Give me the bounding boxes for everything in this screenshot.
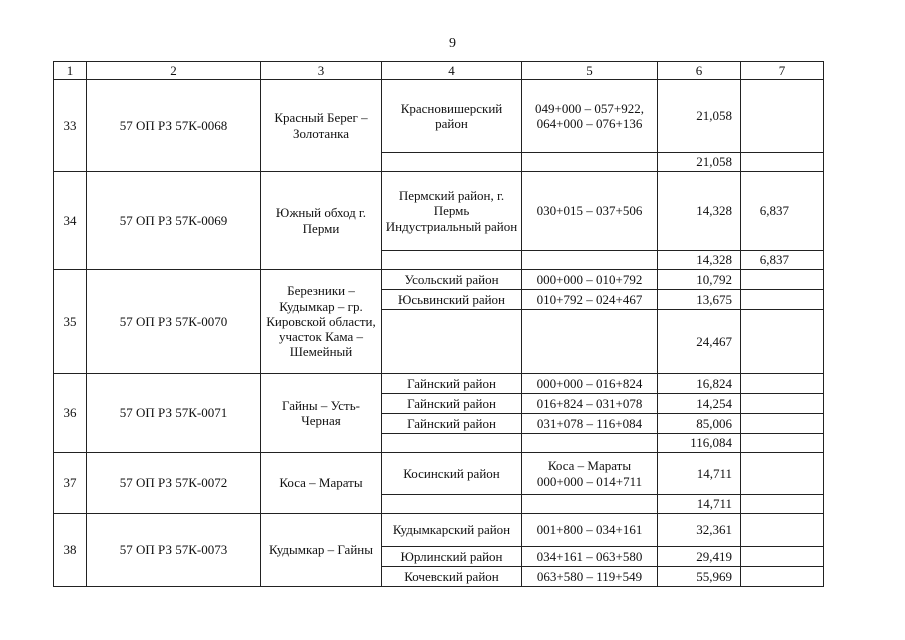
district-cell: Гайнский район <box>382 414 522 434</box>
table-row <box>54 453 824 495</box>
length-cell: 14,328 <box>658 172 741 251</box>
table-row <box>54 374 824 394</box>
length-cell: 13,675 <box>658 290 741 310</box>
district-cell: Гайнский район <box>382 374 522 394</box>
extra-length-cell <box>741 495 824 514</box>
km-range-cell: 016+824 – 031+078 <box>522 394 658 414</box>
road-code-cell: 57 ОП РЗ 57К-0071 <box>87 374 261 453</box>
length-cell: 24,467 <box>658 310 741 374</box>
km-range-cell: 030+015 – 037+506 <box>522 172 658 251</box>
length-cell: 14,711 <box>658 453 741 495</box>
km-range-cell: 001+800 – 034+161 <box>522 514 658 547</box>
extra-length-cell <box>741 514 824 547</box>
row-number-cell: 34 <box>54 172 87 270</box>
extra-length-cell <box>741 270 824 290</box>
header-cell: 4 <box>382 62 522 80</box>
road-code-cell: 57 ОП РЗ 57К-0068 <box>87 80 261 172</box>
row-number-cell: 35 <box>54 270 87 374</box>
extra-length-cell <box>741 434 824 453</box>
km-range-cell <box>522 153 658 172</box>
header-cell: 3 <box>261 62 382 80</box>
km-range-cell: 049+000 – 057+922, 064+000 – 076+136 <box>522 80 658 153</box>
length-cell: 14,254 <box>658 394 741 414</box>
road-code-cell: 57 ОП РЗ 57К-0072 <box>87 453 261 514</box>
district-cell: Усольский район <box>382 270 522 290</box>
length-cell: 116,084 <box>658 434 741 453</box>
extra-length-cell <box>741 394 824 414</box>
roads-table <box>53 61 824 587</box>
extra-length-cell <box>741 290 824 310</box>
length-cell: 16,824 <box>658 374 741 394</box>
district-cell: Юрлинский район <box>382 547 522 567</box>
length-cell: 32,361 <box>658 514 741 547</box>
district-cell <box>382 434 522 453</box>
road-name-cell: Красный Берег – Золотанка <box>261 80 382 172</box>
road-name-cell: Кудымкар – Гайны <box>261 514 382 587</box>
road-name-cell: Гайны – Усть-Черная <box>261 374 382 453</box>
district-cell: Кочевский район <box>382 567 522 587</box>
km-range-cell <box>522 251 658 270</box>
header-cell: 5 <box>522 62 658 80</box>
district-cell <box>382 495 522 514</box>
extra-length-cell <box>741 153 824 172</box>
header-cell: 1 <box>54 62 87 80</box>
km-range-cell: 034+161 – 063+580 <box>522 547 658 567</box>
table-row <box>54 80 824 153</box>
extra-length-cell <box>741 567 824 587</box>
district-cell: Красновишерский район <box>382 80 522 153</box>
length-cell: 29,419 <box>658 547 741 567</box>
district-cell <box>382 310 522 374</box>
district-cell: Кудымкарский район <box>382 514 522 547</box>
length-cell: 85,006 <box>658 414 741 434</box>
district-cell: Пермский район, г. Пермь Индустриальный район <box>382 172 522 251</box>
road-name-cell: Коса – Мараты <box>261 453 382 514</box>
header-row <box>54 62 824 80</box>
km-range-cell <box>522 495 658 514</box>
km-range-cell: 010+792 – 024+467 <box>522 290 658 310</box>
row-number-cell: 33 <box>54 80 87 172</box>
length-cell: 55,969 <box>658 567 741 587</box>
page-number: 9 <box>449 36 456 51</box>
road-name-cell: Березники – Кудымкар – гр. Кировской области, участок Кама – Шемейный <box>261 270 382 374</box>
km-range-cell: 000+000 – 010+792 <box>522 270 658 290</box>
extra-length-cell <box>741 453 824 495</box>
road-code-cell: 57 ОП РЗ 57К-0070 <box>87 270 261 374</box>
length-cell: 14,328 <box>658 251 741 270</box>
extra-length-cell <box>741 80 824 153</box>
road-code-cell: 57 ОП РЗ 57К-0069 <box>87 172 261 270</box>
header-cell: 7 <box>741 62 824 80</box>
table-body <box>54 62 824 587</box>
extra-length-cell <box>741 547 824 567</box>
km-range-cell: 063+580 – 119+549 <box>522 567 658 587</box>
km-range-cell: Коса – Мараты 000+000 – 014+711 <box>522 453 658 495</box>
table-row <box>54 514 824 547</box>
row-number-cell: 38 <box>54 514 87 587</box>
extra-length-cell <box>741 374 824 394</box>
district-cell <box>382 251 522 270</box>
district-cell: Гайнский район <box>382 394 522 414</box>
row-number-cell: 37 <box>54 453 87 514</box>
length-cell: 21,058 <box>658 153 741 172</box>
extra-length-cell: 6,837 <box>741 172 824 251</box>
km-range-cell <box>522 310 658 374</box>
length-cell: 14,711 <box>658 495 741 514</box>
table-row <box>54 270 824 290</box>
km-range-cell: 000+000 – 016+824 <box>522 374 658 394</box>
district-cell: Юсьвинский район <box>382 290 522 310</box>
road-name-cell: Южный обход г. Перми <box>261 172 382 270</box>
header-cell: 6 <box>658 62 741 80</box>
extra-length-cell <box>741 414 824 434</box>
table-row <box>54 172 824 251</box>
road-code-cell: 57 ОП РЗ 57К-0073 <box>87 514 261 587</box>
district-cell <box>382 153 522 172</box>
extra-length-cell <box>741 310 824 374</box>
km-range-cell <box>522 434 658 453</box>
district-cell: Косинский район <box>382 453 522 495</box>
km-range-cell: 031+078 – 116+084 <box>522 414 658 434</box>
length-cell: 10,792 <box>658 270 741 290</box>
length-cell: 21,058 <box>658 80 741 153</box>
row-number-cell: 36 <box>54 374 87 453</box>
extra-length-cell: 6,837 <box>741 251 824 270</box>
header-cell: 2 <box>87 62 261 80</box>
